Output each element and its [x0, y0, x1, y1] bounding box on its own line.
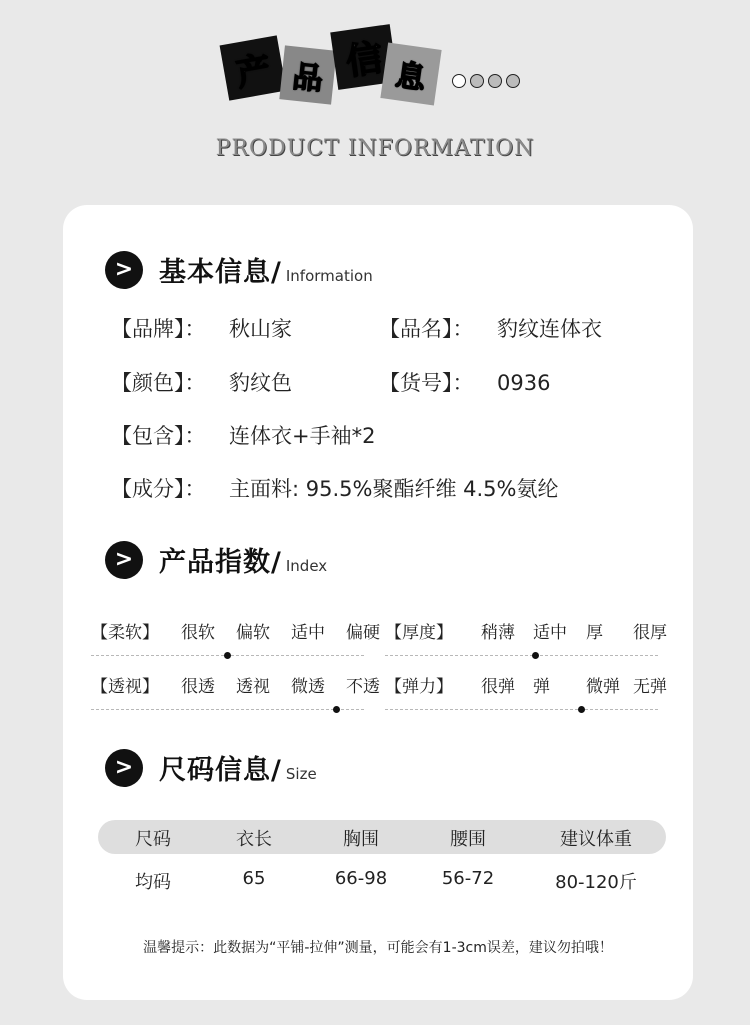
index-option: 很透: [181, 677, 215, 697]
index-option: 透视: [236, 677, 270, 697]
index-label: 【厚度】: [385, 623, 453, 643]
size-cell: 66-98: [334, 868, 388, 889]
section-title-en: Information: [285, 267, 373, 285]
index-option: 稍薄: [481, 623, 515, 643]
index-marker: [224, 652, 231, 659]
index-row: [385, 672, 667, 702]
material-label: 【成分】：: [111, 477, 206, 501]
brand-label: 【品牌】：: [111, 317, 206, 341]
section-title-en: Size: [285, 765, 317, 783]
title-char: 信: [343, 37, 386, 83]
section-basic-header: [105, 250, 373, 289]
index-option: 弹: [533, 677, 550, 697]
name-row: [379, 313, 602, 343]
name-value: 豹纹连体衣: [497, 317, 602, 341]
index-option: 厚: [586, 623, 603, 643]
index-row: [91, 672, 380, 702]
size-column-header: 衣长: [236, 829, 272, 850]
size-column-header: 尺码: [135, 829, 171, 850]
item-no-row: [379, 367, 550, 397]
item-no-value: 0936: [497, 371, 551, 395]
name-label: 【品名】：: [379, 317, 474, 341]
index-option: 适中: [291, 623, 325, 643]
index-option: 偏软: [236, 623, 270, 643]
section-title: 产品指数/: [159, 547, 282, 578]
decorative-dots: [452, 74, 520, 88]
item-no-label: 【货号】：: [379, 371, 474, 395]
index-option: 偏硬: [346, 623, 380, 643]
arrow-right-icon: >: [105, 251, 143, 289]
title-tile-2: [279, 45, 336, 104]
index-option: 不透: [346, 677, 380, 697]
index-option: 微弹: [586, 677, 620, 697]
title-char: 品: [290, 59, 325, 98]
index-row: [385, 618, 667, 648]
title-tile-1: [220, 35, 287, 100]
title-tile-4: [380, 43, 441, 106]
index-option: 适中: [533, 623, 567, 643]
color-value: 豹纹色: [229, 371, 292, 395]
index-row: [91, 618, 380, 648]
index-marker: [333, 706, 340, 713]
section-title: 尺码信息/: [159, 755, 282, 786]
index-track: [91, 655, 364, 656]
index-option: 微透: [291, 677, 325, 697]
size-cell: 56-72: [441, 868, 495, 889]
color-label: 【颜色】：: [111, 371, 206, 395]
size-tip: 温馨提示：此数据为“平铺-拉伸”测量，可能会有1-3cm误差，建议勿拍哦！: [143, 940, 613, 956]
index-option: 很弹: [481, 677, 515, 697]
index-option: 无弹: [633, 677, 667, 697]
page-header: [0, 0, 750, 190]
index-label: 【柔软】: [91, 623, 159, 643]
size-column-header: 腰围: [450, 829, 486, 850]
size-cell: 均码: [135, 872, 171, 893]
brand-value: 秋山家: [229, 317, 292, 341]
section-size-header: [105, 748, 317, 787]
index-option: 很软: [181, 623, 215, 643]
size-cell: 65: [242, 868, 266, 889]
index-option: 很厚: [633, 623, 667, 643]
index-marker: [532, 652, 539, 659]
material-row: [111, 473, 559, 503]
info-card: [63, 205, 693, 1000]
index-track: [385, 655, 658, 656]
color-row: [111, 367, 292, 397]
index-marker: [578, 706, 585, 713]
index-track: [91, 709, 364, 710]
size-column-header: 胸围: [343, 829, 379, 850]
title-char: 产: [233, 48, 274, 95]
material-value: 主面料: 95.5%聚酯纤维 4.5%氨纶: [229, 477, 559, 501]
size-column-header: 建议体重: [560, 829, 632, 850]
arrow-right-icon: >: [105, 541, 143, 579]
arrow-right-icon: >: [105, 749, 143, 787]
index-track: [385, 709, 658, 710]
includes-label: 【包含】：: [111, 424, 206, 448]
brand-row: [111, 313, 292, 343]
includes-row: [111, 420, 375, 450]
title-char: 息: [393, 58, 428, 97]
index-label: 【透视】: [91, 677, 159, 697]
size-cell: 80-120斤: [555, 872, 637, 893]
section-index-header: [105, 540, 327, 579]
includes-value: 连体衣+手袖*2: [229, 424, 376, 448]
page-subtitle: PRODUCT INFORMATION: [215, 136, 535, 161]
index-label: 【弹力】: [385, 677, 453, 697]
section-title-en: Index: [285, 557, 328, 575]
section-title: 基本信息/: [159, 257, 282, 288]
